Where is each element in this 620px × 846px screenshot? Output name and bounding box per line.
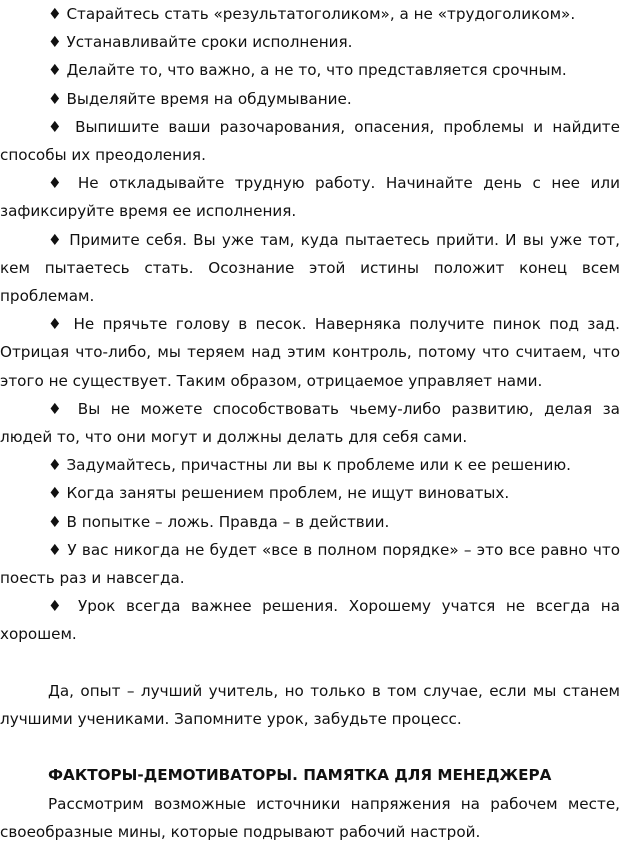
bullet-paragraph: ♦ Выделяйте время на обдумывание. xyxy=(48,89,352,108)
blank-line xyxy=(0,649,620,677)
section-intro-paragraph: Рассмотрим возможные источники напряжения на рабочем месте, своеобразные мины, которые подрывают рабочий настрой. xyxy=(0,794,620,841)
bullet-paragraph: ♦ Когда заняты решением проблем, не ищут виноватых. xyxy=(48,484,510,503)
bullet-paragraph: ♦ Делайте то, что важно, а не то, что представляется срочным. xyxy=(48,61,567,80)
bullet-paragraph: ♦ В попытке – ложь. Правда – в действии. xyxy=(48,512,390,531)
bullet-paragraph: ♦ Не прячьте голову в песок. Наверняка получите пинок под зад. Отрицая что-либо, мы теряем над этим контроль, потому что считаем, что этого не существует. Таким образом, отрицаемое управляет нами. xyxy=(0,315,620,390)
bullet-paragraph: ♦ Вы не можете способствовать чьему-либо развитию, делая за людей то, что они могут и должны делать для себя сами. xyxy=(0,399,620,447)
bullet-paragraph: ♦ Не откладывайте трудную работу. Начинайте день с нее или зафиксируйте время ее исполнения. xyxy=(0,174,620,221)
blank-line xyxy=(0,733,620,761)
closing-paragraph: Да, опыт – лучший учитель, но только в том случае, если мы станем лучшими учениками. Запомните урок, забудьте процесс. xyxy=(0,681,620,729)
bullet-paragraph: ♦ Старайтесь стать «результатоголиком», а не «трудоголиком». xyxy=(48,5,576,23)
bullet-paragraph: ♦ Выпишите ваши разочарования, опасения, проблемы и найдите способы их преодоления. xyxy=(0,117,620,165)
bullet-paragraph: ♦ Задумайтесь, причастны ли вы к проблеме или к ее решению. xyxy=(48,456,571,475)
bullet-paragraph: ♦ Примите себя. Вы уже там, куда пытаетесь прийти. И вы уже тот, кем пытаетесь стать. Осознание этой истины положит конец всем проблемам. xyxy=(0,230,620,306)
bullet-paragraph: ♦ Устанавливайте сроки исполнения. xyxy=(48,33,353,52)
bullet-paragraph: ♦ У вас никогда не будет «все в полном порядке» – это все равно что поесть раз и навсегда. xyxy=(0,540,620,588)
section-heading: ФАКТОРЫ-ДЕМОТИВАТОРЫ. ПАМЯТКА ДЛЯ МЕНЕДЖЕРА xyxy=(48,766,552,785)
bullet-paragraph: ♦ Урок всегда важнее решения. Хорошему учатся не всегда на хорошем. xyxy=(0,597,620,644)
